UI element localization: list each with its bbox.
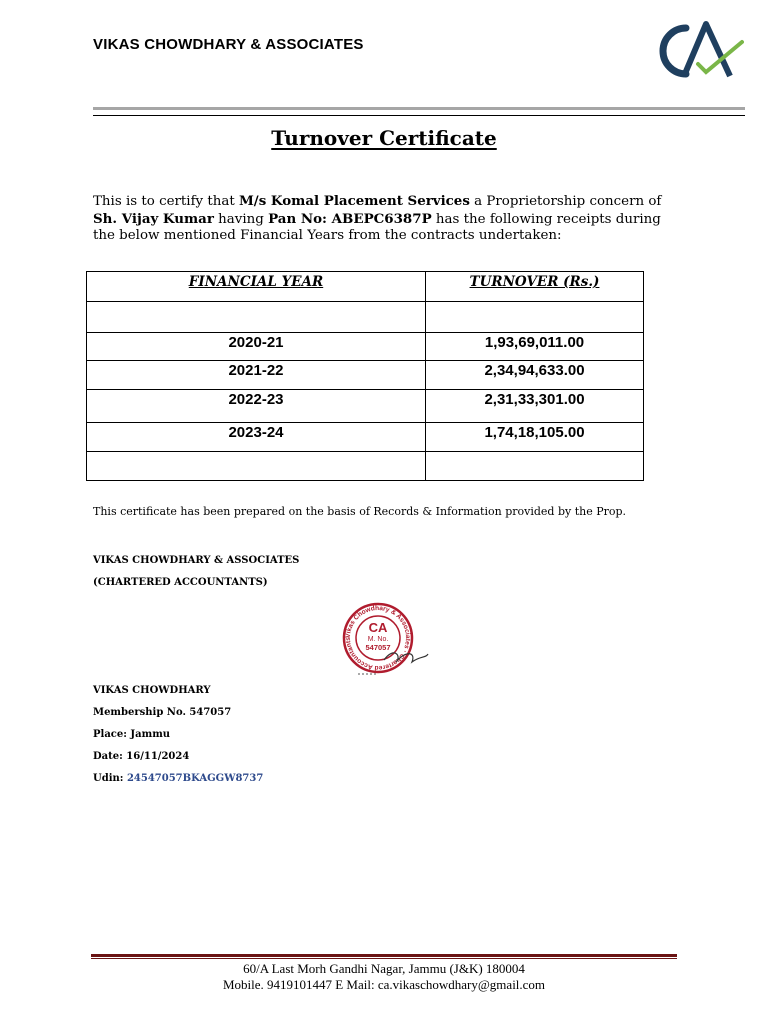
table-row <box>87 361 644 390</box>
ca-logo <box>648 18 744 82</box>
basis-note: This certificate has been prepared on the basis of Records & Information provided by the Prop. <box>93 505 627 518</box>
cell-year: 2022-23 <box>87 390 426 423</box>
cell-year <box>87 452 426 481</box>
membership-number: Membership No. 547057 <box>93 707 232 718</box>
place: Place: Jammu <box>93 729 171 740</box>
footer-address: 60/A Last Morh Gandhi Nagar, Jammu (J&K) 180004 <box>243 961 525 976</box>
footer <box>0 961 768 992</box>
firm-name: VIKAS CHOWDHARY & ASSOCIATES <box>93 36 364 53</box>
table-row <box>87 333 644 361</box>
date: Date: 16/11/2024 <box>93 751 190 762</box>
stamp-logo: CA <box>368 620 388 635</box>
ca-logo-a <box>684 24 730 76</box>
signatory-name: VIKAS CHOWDHARY <box>93 685 211 696</box>
company-name: M/s Komal Placement Services <box>238 193 470 209</box>
footer-divider-thin <box>91 958 677 959</box>
footer-divider-thick <box>91 954 677 957</box>
ca-seal-stamp <box>336 600 432 680</box>
cell-turnover: 2,34,94,633.00 <box>426 361 644 390</box>
udin-label: Udin: <box>93 773 127 784</box>
header-turnover: TURNOVER (Rs.) <box>426 272 644 302</box>
cell-year <box>87 302 426 333</box>
cell-turnover: 2,31,33,301.00 <box>426 390 644 423</box>
para-text-4: has the following receipts during the below mentioned Financial Years from the contracts undertaken: <box>93 211 661 243</box>
table-row <box>87 302 644 333</box>
para-text-1: This is to certify that <box>93 194 239 209</box>
cell-turnover: 1,93,69,011.00 <box>426 333 644 361</box>
footer-contact: Mobile. 9419101447 E Mail: ca.vikaschowdhary@gmail.com <box>222 976 546 992</box>
stamp-ring-text: Vikas Chowdhary & Associates · Chartered Accountants <box>344 604 412 672</box>
signatory-firm: VIKAS CHOWDHARY & ASSOCIATES <box>93 555 300 566</box>
ca-logo-c <box>663 28 686 74</box>
cell-turnover: 1,74,18,105.00 <box>426 423 644 452</box>
header-divider-black <box>93 115 745 116</box>
certificate-paragraph <box>93 193 683 245</box>
para-text-3: having <box>213 211 269 227</box>
proprietor-name: Sh. Vijay Kumar <box>93 210 214 227</box>
udin <box>93 773 263 784</box>
pan-number: Pan No: ABEPC6387P <box>268 210 432 227</box>
header-divider-grey <box>93 107 745 110</box>
para-text-2: a Proprietorship concern of <box>469 194 662 209</box>
udin-value: 24547057BKAGGW8737 <box>126 773 264 784</box>
table-row <box>87 452 644 481</box>
table-header-row <box>87 272 644 302</box>
cell-year: 2023-24 <box>87 423 426 452</box>
cell-year: 2020-21 <box>87 333 426 361</box>
document-title <box>0 126 768 150</box>
title-text: Turnover Certificate <box>271 126 497 150</box>
table-row <box>87 423 644 452</box>
header-financial-year: FINANCIAL YEAR <box>87 272 426 302</box>
stamp-mno-label: M. No. <box>367 636 389 643</box>
signatory-designation: (CHARTERED ACCOUNTANTS) <box>93 577 268 588</box>
table-row <box>87 390 644 423</box>
turnover-table <box>86 271 644 481</box>
cell-year: 2021-22 <box>87 361 426 390</box>
stamp-mno: 547057 <box>365 643 391 652</box>
cell-turnover <box>426 452 644 481</box>
cell-turnover <box>426 302 644 333</box>
